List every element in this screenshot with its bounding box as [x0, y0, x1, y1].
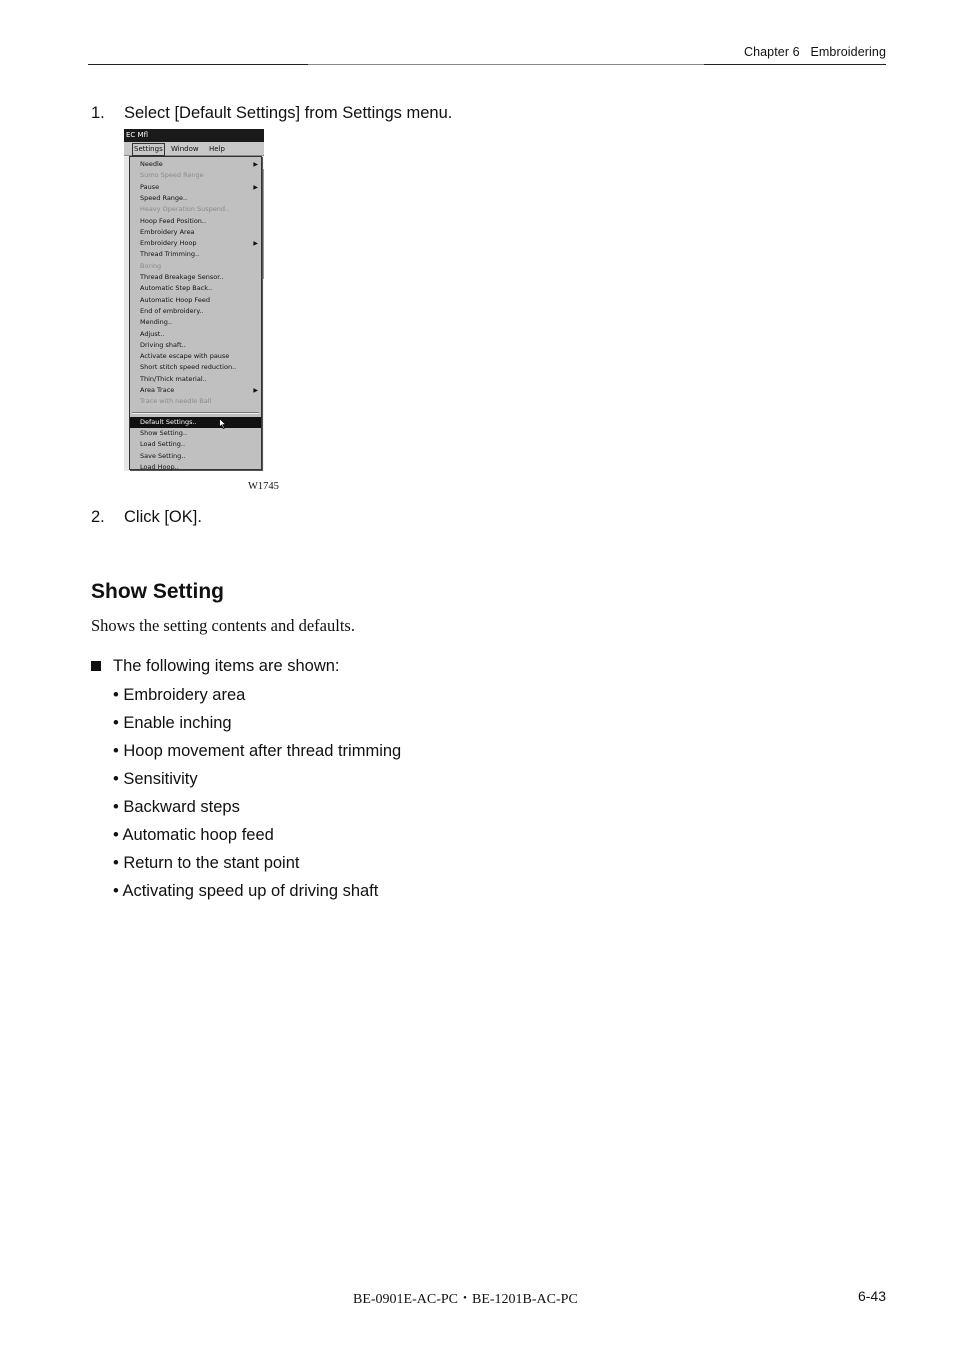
menu-item-label: Speed Range.. [140, 193, 188, 202]
list-item: • Backward steps [113, 798, 240, 816]
menu-settings[interactable]: Settings [132, 143, 165, 156]
menu-item-label: Adjust.. [140, 329, 165, 338]
list-item: • Sensitivity [113, 770, 198, 788]
menu-item [130, 204, 261, 215]
section-description: Shows the setting contents and defaults. [91, 616, 355, 635]
menu-item-label: Thread Breakage Sensor.. [140, 273, 224, 281]
menu-item-label: Pause [140, 182, 160, 191]
menu-separator [132, 412, 259, 414]
running-header [744, 45, 886, 59]
mouse-cursor-icon [219, 418, 227, 429]
menu-item[interactable] [130, 193, 261, 204]
footer-model: BE-0901E-AC-PC・BE-1201B-AC-PC [353, 1292, 578, 1307]
menu-item[interactable] [130, 428, 261, 439]
step-text: Click [OK]. [124, 508, 202, 526]
menu-item[interactable] [130, 306, 261, 317]
menu-item[interactable] [130, 159, 261, 170]
menu-item[interactable] [130, 238, 261, 249]
menu-item[interactable] [130, 329, 261, 340]
window-titlebar [124, 129, 264, 142]
menu-item-label: Thin/Thick material.. [140, 374, 207, 383]
menu-item[interactable] [130, 417, 261, 428]
page-header [0, 0, 954, 70]
menubar [124, 142, 264, 156]
menu-item-label: End of embroidery.. [140, 306, 204, 315]
menu-item[interactable] [130, 385, 261, 396]
step-2 [91, 508, 202, 527]
menu-item[interactable] [130, 272, 261, 283]
menu-item[interactable] [130, 182, 261, 193]
menu-item-label: Embroidery Area [140, 227, 195, 236]
menu-item-label: Automatic Hoop Feed [140, 295, 210, 304]
page-number: 6-43 [857, 1288, 886, 1304]
menu-item-label: Thread Trimming.. [140, 250, 200, 259]
menu-item-label: Activate escape with pause [140, 352, 230, 361]
list-item: • Embroidery area [113, 686, 246, 704]
menu-item-label: Save Setting.. [140, 451, 186, 460]
chapter-title: Embroidering [810, 45, 886, 59]
step-number: 2. [91, 508, 105, 526]
menu-item-label: Default Settings.. [140, 417, 197, 426]
menu-screenshot [124, 129, 264, 471]
menu-item-label: Boring [140, 261, 162, 270]
menu-item [130, 170, 261, 181]
settings-dropdown-menu [129, 156, 262, 470]
submenu-arrow-icon: ▶ [253, 161, 258, 168]
window-right-edge [262, 169, 264, 279]
menu-item-label: Automatic Step Back.. [140, 284, 213, 293]
menu-item [130, 261, 261, 272]
step-1 [91, 104, 452, 123]
list-item: • Return to the stant point [113, 854, 300, 872]
submenu-arrow-icon: ▶ [253, 240, 258, 248]
menu-item[interactable] [130, 216, 261, 227]
menu-item-label: Load Hoop.. [140, 462, 179, 471]
menu-item[interactable] [130, 451, 261, 462]
menu-item-label: Trace with needle Ball [140, 397, 212, 406]
menu-item-label: Short stitch speed reduction.. [140, 363, 237, 372]
menu-item[interactable] [130, 374, 261, 385]
window-title: EC Mfl [126, 131, 148, 139]
step-text: Select [Default Settings] from Settings menu. [124, 104, 453, 122]
menu-item-label: Show Setting.. [140, 428, 188, 437]
menu-item[interactable] [130, 283, 261, 294]
list-item: • Activating speed up of driving shaft [113, 882, 379, 900]
section-title: Show Setting [91, 580, 224, 603]
menu-item[interactable] [130, 462, 261, 473]
menu-item-label: Embroidery Hoop [140, 239, 197, 248]
list-intro [91, 657, 340, 676]
header-rule-thin [308, 64, 704, 65]
menu-item-label: Mending.. [140, 318, 173, 327]
list-item: • Hoop movement after thread trimming [113, 742, 402, 760]
menu-item-label: Hoop Feed Position.. [140, 216, 207, 225]
shown-items-list [113, 685, 401, 909]
menu-item[interactable] [130, 249, 261, 260]
menu-item[interactable] [130, 340, 261, 351]
menu-item[interactable] [130, 351, 261, 362]
menu-item [130, 396, 261, 407]
chapter-label: Chapter 6 [743, 45, 800, 59]
menu-window[interactable]: Window [171, 145, 199, 153]
menu-item-label: Load Setting.. [140, 440, 186, 449]
menu-item[interactable] [130, 227, 261, 238]
menu-item[interactable] [130, 362, 261, 373]
menu-item[interactable] [130, 439, 261, 450]
menu-item-label: Sumo Speed Range [140, 171, 204, 180]
menu-item[interactable] [130, 295, 261, 306]
menu-item-label: Heavy Operation Suspend.. [140, 205, 230, 214]
list-intro-text: The following items are shown: [113, 657, 340, 675]
figure-caption: W1745 [248, 481, 279, 492]
submenu-arrow-icon: ▶ [253, 387, 258, 394]
list-item: • Automatic hoop feed [113, 826, 274, 844]
menu-help[interactable]: Help [209, 145, 225, 153]
submenu-arrow-icon: ▶ [253, 183, 258, 191]
menu-item-label: Area Trace [140, 386, 175, 394]
menu-item-label: Driving shaft.. [140, 340, 186, 349]
list-item: • Enable inching [113, 714, 232, 732]
step-number: 1. [91, 104, 105, 122]
menu-item-label: Needle [140, 160, 163, 168]
square-bullet-icon [91, 661, 101, 671]
menu-item[interactable] [130, 317, 261, 328]
